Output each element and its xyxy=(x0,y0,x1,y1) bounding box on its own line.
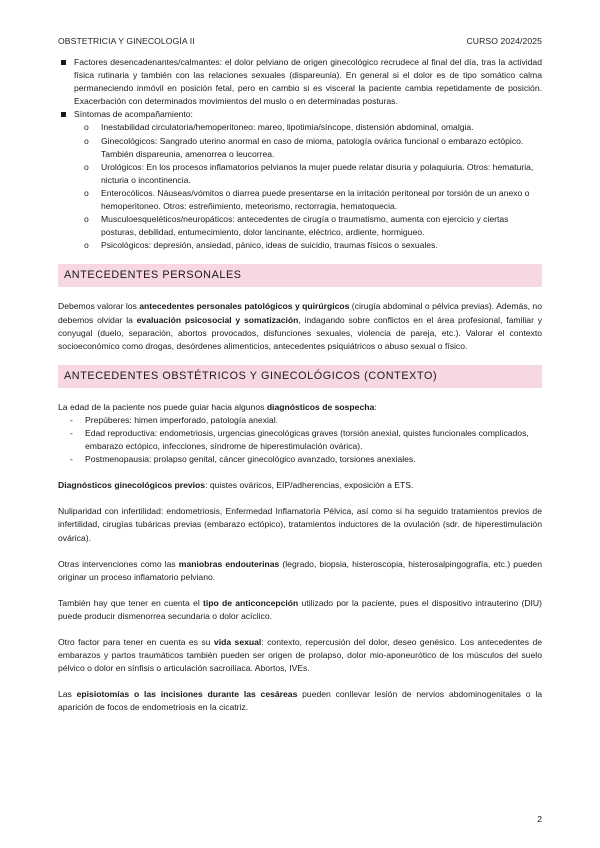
age-list xyxy=(58,414,542,466)
paragraph-previous-diagnoses xyxy=(58,479,542,492)
text: pueden conllevar lesión de nervios abdominogenitales o la aparición de focos de endometriosis en la cicatriz. xyxy=(58,689,543,713)
bold-text: evaluación psicosocial y somatización xyxy=(136,314,299,325)
text: , indagando sobre conflictos en el área profesional, familiar y conyugal (duelo, separación, abortos provocados, disfunciones sexuales, violencia de pareja, etc.). Valorar el contexto socioeconómico como drogas, desórdenes alimenticios, antecedentes psiquiátricos o abuso sexual o físico. xyxy=(58,314,542,351)
text: Otras intervenciones como las xyxy=(58,558,179,569)
paragraph-sexual-life xyxy=(58,636,542,675)
text: Las xyxy=(58,689,77,700)
bold-text: tipo de anticoncepción xyxy=(203,597,299,608)
paragraph-nuliparity: Nuliparidad con infertilidad: endometriosis, Enfermedad Inflamatoria Pélvica, así como si ha seguido tratamientos previos de infertilidad, cirugías tubáricas previas (embarazo ectópico), tratamientos inductores de la ovulación (sdr. de hiperestimulación ovárica). xyxy=(58,506,542,543)
text: : contexto, repercusión del dolor, deseo genésico. Los antecedentes de embarazos y partos traumáticos también pueden ser origen de prolapso, dolor mio-aponeurótico de los músculos del suelo pélvico o dolor en sínfisis o articulación sacroilíaca. Abortos, IVEs. xyxy=(58,637,543,674)
bold-text: episiotomías o las incisiones durante las cesáreas xyxy=(76,689,298,700)
list-item: o Urológicos: En los procesos inflamatorios pelvianos la mujer puede relatar disuria y polaquiuria. Otros: hematuria, nicturia o incontinencia. xyxy=(74,161,542,187)
bold-text: vida sexual xyxy=(213,637,262,647)
paragraph-interventions xyxy=(58,558,542,584)
list-item: - Edad reproductiva: endometriosis, urgencias ginecológicas graves (torsión anexial, quistes funcionales complicados, embarazo ectópico, infecciones, síndrome de hiperestimulación ovárica). xyxy=(58,427,542,453)
list-item: o Musculoesqueléticos/neuropáticos: antecedentes de cirugía o traumatismo, aumenta con ejercicio y ciertas posturas, debilidad, entumecimiento, dolor lancinante, eléctrico, ardiente, hormigueo. xyxy=(74,213,542,239)
list-item: - Postmenopausia: prolapso genital, cáncer ginecológico avanzado, torsiones anexiales. xyxy=(58,453,542,466)
symptoms-list xyxy=(74,121,542,252)
text: utilizado por la paciente, pues el dispositivo intrauterino (DIU) puede producir dismenorrea secundaria o dolor acíclico. xyxy=(58,597,542,621)
page-content xyxy=(58,56,542,714)
text: Debemos valorar los xyxy=(58,301,140,312)
page-header xyxy=(58,36,542,46)
text: (cirugía abdominal o pélvica previas). Además, no debemos olvidar la xyxy=(58,301,542,325)
paragraph-personal xyxy=(58,300,542,352)
paragraph-contraception xyxy=(58,597,542,623)
section-heading-obstetric: ANTECEDENTES OBSTÉTRICOS Y GINECOLÓGICOS (CONTEXTO) xyxy=(58,365,542,388)
list-item-label: Síntomas de acompañamiento: xyxy=(74,109,193,120)
bold-text: maniobras endouterinas xyxy=(178,558,280,569)
paragraph-episiotomies xyxy=(58,688,542,714)
list-item xyxy=(58,108,542,252)
text: La edad de la paciente nos puede guiar hacia algunos xyxy=(58,401,267,412)
bold-text: diagnósticos de sospecha xyxy=(266,401,375,412)
bold-text: antecedentes personales patológicos y quirúrgicos xyxy=(139,301,350,312)
header-subject: OBSTETRICIA Y GINECOLOGÍA II xyxy=(58,36,195,46)
text: (legrado, biopsia, histeroscopia, histerosalpingografía, etc.) pueden originar un proceso inflamatorio pelviano. xyxy=(58,558,542,582)
top-bullet-list xyxy=(58,56,542,252)
text: : quistes ováricos, EIP/adherencias, exposición a ETS. xyxy=(205,480,414,491)
text: : xyxy=(374,401,377,412)
header-course: CURSO 2024/2025 xyxy=(466,36,542,46)
list-item: o Psicológicos: depresión, ansiedad, pánico, ideas de suicidio, traumas físicos o sexuales. xyxy=(74,239,542,252)
text: Otro factor para tener en cuenta es su xyxy=(58,637,214,647)
list-item: - Prepúberes: himen imperforado, patología anexial. xyxy=(58,414,542,427)
paragraph-intro xyxy=(58,401,542,414)
text: También hay que tener en cuenta el xyxy=(58,597,204,608)
list-item: o Inestabilidad circulatoria/hemoperitoneo: mareo, lipotimia/síncope, distensión abdominal, omalgia. xyxy=(74,121,542,134)
list-item: Factores desencadenantes/calmantes: el dolor pelviano de origen ginecológico recrudece al final del día, tras la actividad física rutinaria y también con las relaciones sexuales (dispareunia). En general si el dolor es de tipo somático calma permaneciendo inmóvil en posición fetal, pero en cambio si es visceral la paciente cambia repetidamente de posición. Exacerbación con determinados movimientos del muslo o en determinadas posturas. xyxy=(58,56,542,108)
list-item: o Ginecológicos: Sangrado uterino anormal en caso de mioma, patología ovárica funcional o embarazo ectópico. También dispareunia, amenorrea o leucorrea. xyxy=(74,135,542,161)
page-number: 2 xyxy=(537,814,542,824)
list-item: o Enterocólicos. Náuseas/vómitos o diarrea puede presentarse en la irritación peritoneal por torsión de un anexo o hemoperitoneo. Otros: estreñimiento, meteorismo, rectorragia, hematoquecia. xyxy=(74,187,542,213)
section-heading-personal: ANTECEDENTES PERSONALES xyxy=(58,264,542,287)
bold-text: Diagnósticos ginecológicos previos xyxy=(58,480,206,491)
